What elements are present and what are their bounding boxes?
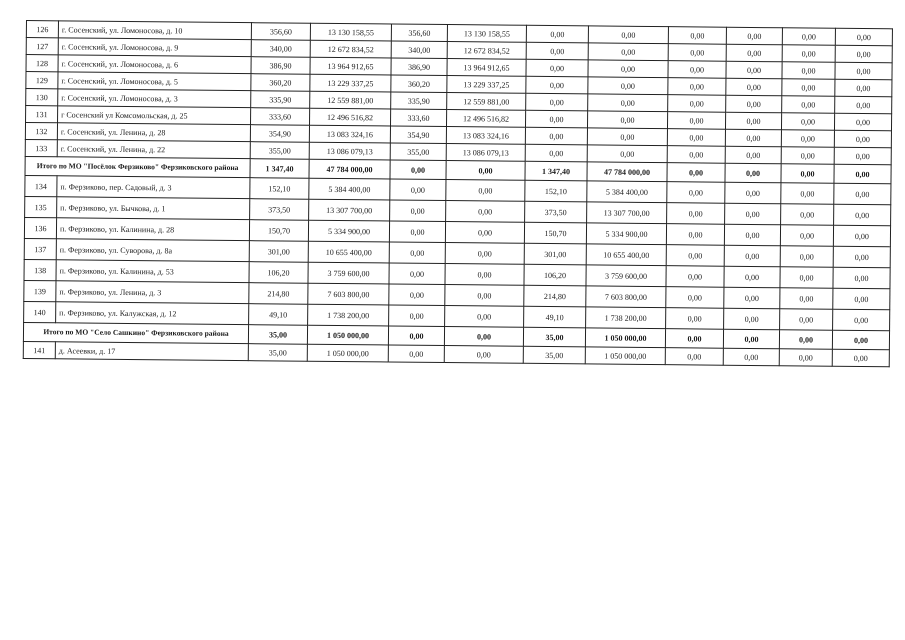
value-cell-c1: 301,00 bbox=[249, 241, 308, 263]
address-cell: п. Ферзиково, пер. Садовый, д. 3 bbox=[57, 176, 250, 199]
value-cell-c8: 0,00 bbox=[724, 266, 780, 288]
value-cell-c6: 0,00 bbox=[587, 128, 667, 146]
row-number: 140 bbox=[24, 301, 56, 322]
value-cell-c5: 35,00 bbox=[523, 346, 585, 364]
value-cell-c6: 0,00 bbox=[588, 43, 668, 61]
value-cell-c10: 0,00 bbox=[835, 28, 892, 46]
value-cell-c1: 373,50 bbox=[250, 199, 309, 221]
value-cell-c4: 13 229 337,25 bbox=[447, 76, 526, 94]
value-cell-c2: 3 759 600,00 bbox=[308, 262, 389, 284]
value-cell-c7: 0,00 bbox=[667, 163, 725, 183]
value-cell-c1: 35,00 bbox=[248, 344, 307, 362]
value-cell-c5: 152,10 bbox=[525, 180, 587, 202]
row-number: 129 bbox=[26, 72, 58, 89]
value-cell-c7: 0,00 bbox=[665, 348, 723, 366]
row-number: 135 bbox=[25, 196, 57, 217]
value-cell-c5: 214,80 bbox=[524, 285, 586, 307]
value-cell-c7: 0,00 bbox=[667, 112, 725, 130]
value-cell-c5: 0,00 bbox=[526, 93, 588, 111]
value-cell-c5: 0,00 bbox=[525, 110, 587, 128]
value-cell-c7: 0,00 bbox=[667, 146, 725, 164]
row-number: 133 bbox=[25, 139, 57, 156]
address-cell: п. Ферзиково, ул. Калинина, д. 28 bbox=[56, 218, 249, 241]
value-cell-c2: 13 083 324,16 bbox=[309, 125, 390, 143]
value-cell-c10: 0,00 bbox=[834, 130, 891, 148]
value-cell-c3: 335,90 bbox=[391, 92, 447, 110]
value-cell-c1: 106,20 bbox=[249, 262, 308, 284]
value-cell-c9: 0,00 bbox=[782, 62, 835, 80]
value-cell-c8: 0,00 bbox=[726, 95, 782, 113]
value-cell-c10: 0,00 bbox=[832, 330, 889, 350]
address-cell: г Сосенский ул Комсомольская, д. 25 bbox=[58, 106, 251, 125]
address-cell: г. Сосенский, ул. Ломоносова, д. 6 bbox=[58, 55, 251, 74]
value-cell-c10: 0,00 bbox=[835, 45, 892, 63]
value-cell-c10: 0,00 bbox=[833, 288, 890, 310]
document-sheet bbox=[23, 20, 893, 367]
value-cell-c9: 0,00 bbox=[779, 349, 832, 367]
value-cell-c6: 7 603 800,00 bbox=[586, 286, 666, 308]
value-cell-c1: 35,00 bbox=[248, 325, 307, 345]
row-number: 130 bbox=[26, 89, 58, 106]
value-cell-c2: 7 603 800,00 bbox=[308, 283, 389, 305]
value-cell-c10: 0,00 bbox=[835, 62, 892, 80]
value-cell-c7: 0,00 bbox=[667, 129, 725, 147]
value-cell-c9: 0,00 bbox=[781, 164, 834, 184]
value-cell-c4: 0,00 bbox=[445, 285, 524, 307]
value-cell-c2: 12 559 881,00 bbox=[310, 91, 391, 109]
value-cell-c2: 5 334 900,00 bbox=[308, 220, 389, 242]
value-cell-c10: 0,00 bbox=[834, 183, 891, 205]
value-cell-c5: 373,50 bbox=[525, 201, 587, 223]
value-cell-c7: 0,00 bbox=[668, 44, 726, 62]
value-cell-c8: 0,00 bbox=[725, 203, 781, 225]
value-cell-c2: 5 384 400,00 bbox=[309, 178, 390, 200]
value-cell-c5: 35,00 bbox=[523, 327, 585, 347]
value-cell-c8: 0,00 bbox=[724, 287, 780, 309]
value-cell-c3: 354,90 bbox=[390, 126, 446, 144]
value-cell-c4: 13 086 079,13 bbox=[446, 144, 525, 162]
value-cell-c3: 356,60 bbox=[391, 24, 447, 42]
value-cell-c5: 0,00 bbox=[526, 25, 588, 43]
value-cell-c4: 0,00 bbox=[444, 327, 523, 347]
value-cell-c2: 47 784 000,00 bbox=[309, 159, 390, 179]
value-cell-c2: 13 086 079,13 bbox=[309, 142, 390, 160]
value-cell-c1: 354,90 bbox=[250, 125, 309, 143]
value-cell-c1: 1 347,40 bbox=[250, 159, 309, 179]
value-cell-c7: 0,00 bbox=[666, 287, 724, 309]
value-cell-c10: 0,00 bbox=[835, 79, 892, 97]
value-cell-c2: 12 672 834,52 bbox=[310, 40, 391, 58]
address-cell: п. Ферзиково, ул. Бычкова, д. 1 bbox=[57, 197, 250, 220]
value-cell-c6: 5 384 400,00 bbox=[587, 181, 667, 203]
value-cell-c9: 0,00 bbox=[781, 130, 834, 148]
address-cell: г. Сосенский, ул. Ломоносова, д. 5 bbox=[58, 72, 251, 91]
value-cell-c4: 12 559 881,00 bbox=[447, 93, 526, 111]
value-cell-c10: 0,00 bbox=[834, 204, 891, 226]
value-cell-c2: 13 307 700,00 bbox=[309, 199, 390, 221]
value-cell-c5: 301,00 bbox=[524, 243, 586, 265]
value-cell-c9: 0,00 bbox=[782, 45, 835, 63]
value-cell-c8: 0,00 bbox=[724, 245, 780, 267]
value-cell-c3: 0,00 bbox=[390, 160, 446, 180]
value-cell-c3: 0,00 bbox=[389, 305, 445, 327]
value-cell-c1: 49,10 bbox=[249, 304, 308, 326]
value-cell-c8: 0,00 bbox=[724, 308, 780, 330]
value-cell-c5: 1 347,40 bbox=[525, 161, 587, 181]
value-cell-c5: 0,00 bbox=[525, 144, 587, 162]
value-cell-c9: 0,00 bbox=[781, 204, 834, 226]
value-cell-c10: 0,00 bbox=[833, 225, 890, 247]
value-cell-c4: 0,00 bbox=[445, 222, 524, 244]
value-cell-c7: 0,00 bbox=[666, 266, 724, 288]
value-cell-c4: 12 672 834,52 bbox=[447, 42, 526, 60]
value-cell-c8: 0,00 bbox=[723, 329, 779, 349]
value-cell-c7: 0,00 bbox=[665, 329, 723, 349]
value-cell-c4: 0,00 bbox=[446, 180, 525, 202]
value-cell-c7: 0,00 bbox=[667, 182, 725, 204]
value-cell-c6: 47 784 000,00 bbox=[587, 162, 667, 182]
value-cell-c9: 0,00 bbox=[782, 79, 835, 97]
row-number: 126 bbox=[26, 21, 58, 38]
value-cell-c2: 13 964 912,65 bbox=[310, 57, 391, 75]
value-cell-c8: 0,00 bbox=[726, 27, 782, 45]
value-cell-c9: 0,00 bbox=[780, 267, 833, 289]
value-cell-c8: 0,00 bbox=[725, 182, 781, 204]
address-cell: г. Сосенский, ул. Ленина, д. 22 bbox=[57, 140, 250, 159]
value-cell-c8: 0,00 bbox=[726, 61, 782, 79]
value-cell-c10: 0,00 bbox=[835, 96, 892, 114]
value-cell-c2: 10 655 400,00 bbox=[308, 241, 389, 263]
value-cell-c6: 10 655 400,00 bbox=[586, 244, 666, 266]
address-cell: г. Сосенский, ул. Ломоносова, д. 10 bbox=[58, 21, 251, 40]
value-cell-c5: 0,00 bbox=[526, 59, 588, 77]
value-cell-c3: 0,00 bbox=[389, 284, 445, 306]
value-cell-c6: 5 334 900,00 bbox=[586, 223, 666, 245]
value-cell-c3: 0,00 bbox=[390, 179, 446, 201]
value-cell-c6: 1 738 200,00 bbox=[586, 307, 666, 329]
value-cell-c4: 0,00 bbox=[445, 306, 524, 328]
value-cell-c9: 0,00 bbox=[782, 28, 835, 46]
value-cell-c3: 386,90 bbox=[391, 58, 447, 76]
value-cell-c7: 0,00 bbox=[668, 61, 726, 79]
value-cell-c2: 1 050 000,00 bbox=[307, 344, 388, 362]
value-cell-c8: 0,00 bbox=[725, 129, 781, 147]
value-cell-c2: 13 130 158,55 bbox=[310, 23, 391, 41]
value-cell-c3: 0,00 bbox=[389, 242, 445, 264]
value-cell-c8: 0,00 bbox=[726, 78, 782, 96]
row-number: 131 bbox=[26, 106, 58, 123]
value-cell-c3: 355,00 bbox=[390, 143, 446, 161]
value-cell-c6: 3 759 600,00 bbox=[586, 265, 666, 287]
value-cell-c4: 13 083 324,16 bbox=[446, 127, 525, 145]
address-cell: п. Ферзиково, ул. Суворова, д. 8а bbox=[56, 239, 249, 262]
value-cell-c1: 152,10 bbox=[250, 178, 309, 200]
value-cell-c4: 0,00 bbox=[444, 346, 523, 364]
value-cell-c10: 0,00 bbox=[834, 164, 891, 184]
value-cell-c3: 0,00 bbox=[389, 263, 445, 285]
value-cell-c3: 0,00 bbox=[389, 221, 445, 243]
value-cell-c4: 0,00 bbox=[446, 201, 525, 223]
value-cell-c5: 0,00 bbox=[526, 42, 588, 60]
row-number: 137 bbox=[24, 238, 56, 259]
table-body bbox=[23, 21, 892, 367]
value-cell-c9: 0,00 bbox=[781, 113, 834, 131]
value-cell-c3: 333,60 bbox=[390, 109, 446, 127]
value-cell-c4: 13 130 158,55 bbox=[447, 25, 526, 43]
row-number: 132 bbox=[25, 123, 57, 140]
value-cell-c9: 0,00 bbox=[779, 330, 832, 350]
value-cell-c8: 0,00 bbox=[725, 146, 781, 164]
value-cell-c7: 0,00 bbox=[668, 95, 726, 113]
value-cell-c4: 0,00 bbox=[445, 243, 524, 265]
value-cell-c10: 0,00 bbox=[833, 309, 890, 331]
value-cell-c6: 0,00 bbox=[588, 94, 668, 112]
value-cell-c6: 0,00 bbox=[588, 77, 668, 95]
value-cell-c5: 0,00 bbox=[525, 127, 587, 145]
value-cell-c8: 0,00 bbox=[725, 112, 781, 130]
value-cell-c6: 0,00 bbox=[588, 26, 668, 44]
value-cell-c10: 0,00 bbox=[832, 349, 889, 367]
value-cell-c6: 1 050 000,00 bbox=[585, 347, 665, 365]
value-cell-c8: 0,00 bbox=[724, 224, 780, 246]
value-cell-c1: 386,90 bbox=[251, 57, 310, 75]
address-cell: г. Сосенский, ул. Ленина, д. 28 bbox=[57, 123, 250, 142]
value-cell-c1: 356,60 bbox=[251, 23, 310, 41]
value-cell-c6: 0,00 bbox=[588, 60, 668, 78]
value-cell-c8: 0,00 bbox=[726, 44, 782, 62]
value-cell-c2: 1 050 000,00 bbox=[307, 325, 388, 345]
value-cell-c3: 0,00 bbox=[390, 200, 446, 222]
value-cell-c7: 0,00 bbox=[668, 78, 726, 96]
value-cell-c4: 0,00 bbox=[446, 161, 525, 181]
address-cell: п. Ферзиково, ул. Калужская, д. 12 bbox=[56, 302, 249, 325]
value-cell-c3: 340,00 bbox=[391, 41, 447, 59]
value-cell-c2: 1 738 200,00 bbox=[308, 304, 389, 326]
value-cell-c6: 13 307 700,00 bbox=[587, 202, 667, 224]
value-cell-c7: 0,00 bbox=[666, 245, 724, 267]
value-cell-c1: 150,70 bbox=[249, 220, 308, 242]
value-cell-c9: 0,00 bbox=[781, 147, 834, 165]
value-cell-c1: 360,20 bbox=[251, 74, 310, 92]
row-number: 128 bbox=[26, 55, 58, 72]
value-cell-c3: 0,00 bbox=[388, 345, 444, 363]
address-cell: г. Сосенский, ул. Ломоносова, д. 9 bbox=[58, 38, 251, 57]
value-cell-c5: 0,00 bbox=[526, 76, 588, 94]
value-cell-c10: 0,00 bbox=[834, 113, 891, 131]
housing-table bbox=[23, 20, 893, 367]
row-number: 136 bbox=[24, 217, 56, 238]
value-cell-c10: 0,00 bbox=[833, 267, 890, 289]
value-cell-c1: 333,60 bbox=[251, 108, 310, 126]
value-cell-c2: 12 496 516,82 bbox=[310, 108, 391, 126]
value-cell-c4: 12 496 516,82 bbox=[446, 110, 525, 128]
value-cell-c1: 214,80 bbox=[249, 283, 308, 305]
value-cell-c7: 0,00 bbox=[667, 203, 725, 225]
value-cell-c5: 49,10 bbox=[524, 306, 586, 328]
value-cell-c1: 355,00 bbox=[250, 142, 309, 160]
value-cell-c8: 0,00 bbox=[723, 348, 779, 366]
row-number: 141 bbox=[23, 341, 55, 358]
value-cell-c1: 335,90 bbox=[251, 91, 310, 109]
row-number: 127 bbox=[26, 38, 58, 55]
value-cell-c7: 0,00 bbox=[666, 308, 724, 330]
value-cell-c7: 0,00 bbox=[666, 224, 724, 246]
value-cell-c4: 13 964 912,65 bbox=[447, 59, 526, 77]
value-cell-c9: 0,00 bbox=[780, 225, 833, 247]
value-cell-c9: 0,00 bbox=[780, 288, 833, 310]
subtotal-label: Итого по МО "Посёлок Ферзиково" Ферзиковского района bbox=[25, 156, 250, 177]
value-cell-c9: 0,00 bbox=[780, 309, 833, 331]
subtotal-label: Итого по МО "Село Сашкино" Ферзиковского района bbox=[23, 322, 248, 343]
value-cell-c4: 0,00 bbox=[445, 264, 524, 286]
row-number: 138 bbox=[24, 259, 56, 280]
value-cell-c6: 1 050 000,00 bbox=[585, 328, 665, 348]
address-cell: г. Сосенский, ул. Ломоносова, д. 3 bbox=[58, 89, 251, 108]
value-cell-c5: 150,70 bbox=[524, 222, 586, 244]
value-cell-c3: 360,20 bbox=[391, 75, 447, 93]
value-cell-c9: 0,00 bbox=[782, 96, 835, 114]
value-cell-c3: 0,00 bbox=[388, 326, 444, 346]
value-cell-c6: 0,00 bbox=[587, 111, 667, 129]
row-number: 139 bbox=[24, 280, 56, 301]
row-number: 134 bbox=[25, 175, 57, 196]
value-cell-c9: 0,00 bbox=[780, 246, 833, 268]
value-cell-c7: 0,00 bbox=[668, 27, 726, 45]
value-cell-c9: 0,00 bbox=[781, 183, 834, 205]
value-cell-c10: 0,00 bbox=[833, 246, 890, 268]
value-cell-c8: 0,00 bbox=[725, 163, 781, 183]
value-cell-c6: 0,00 bbox=[587, 145, 667, 163]
value-cell-c5: 106,20 bbox=[524, 264, 586, 286]
value-cell-c2: 13 229 337,25 bbox=[310, 74, 391, 92]
address-cell: п. Ферзиково, ул. Ленина, д. 3 bbox=[56, 281, 249, 304]
value-cell-c1: 340,00 bbox=[251, 40, 310, 58]
address-cell: п. Ферзиково, ул. Калинина, д. 53 bbox=[56, 260, 249, 283]
value-cell-c10: 0,00 bbox=[834, 147, 891, 165]
address-cell: д. Асеевки, д. 17 bbox=[55, 342, 248, 361]
